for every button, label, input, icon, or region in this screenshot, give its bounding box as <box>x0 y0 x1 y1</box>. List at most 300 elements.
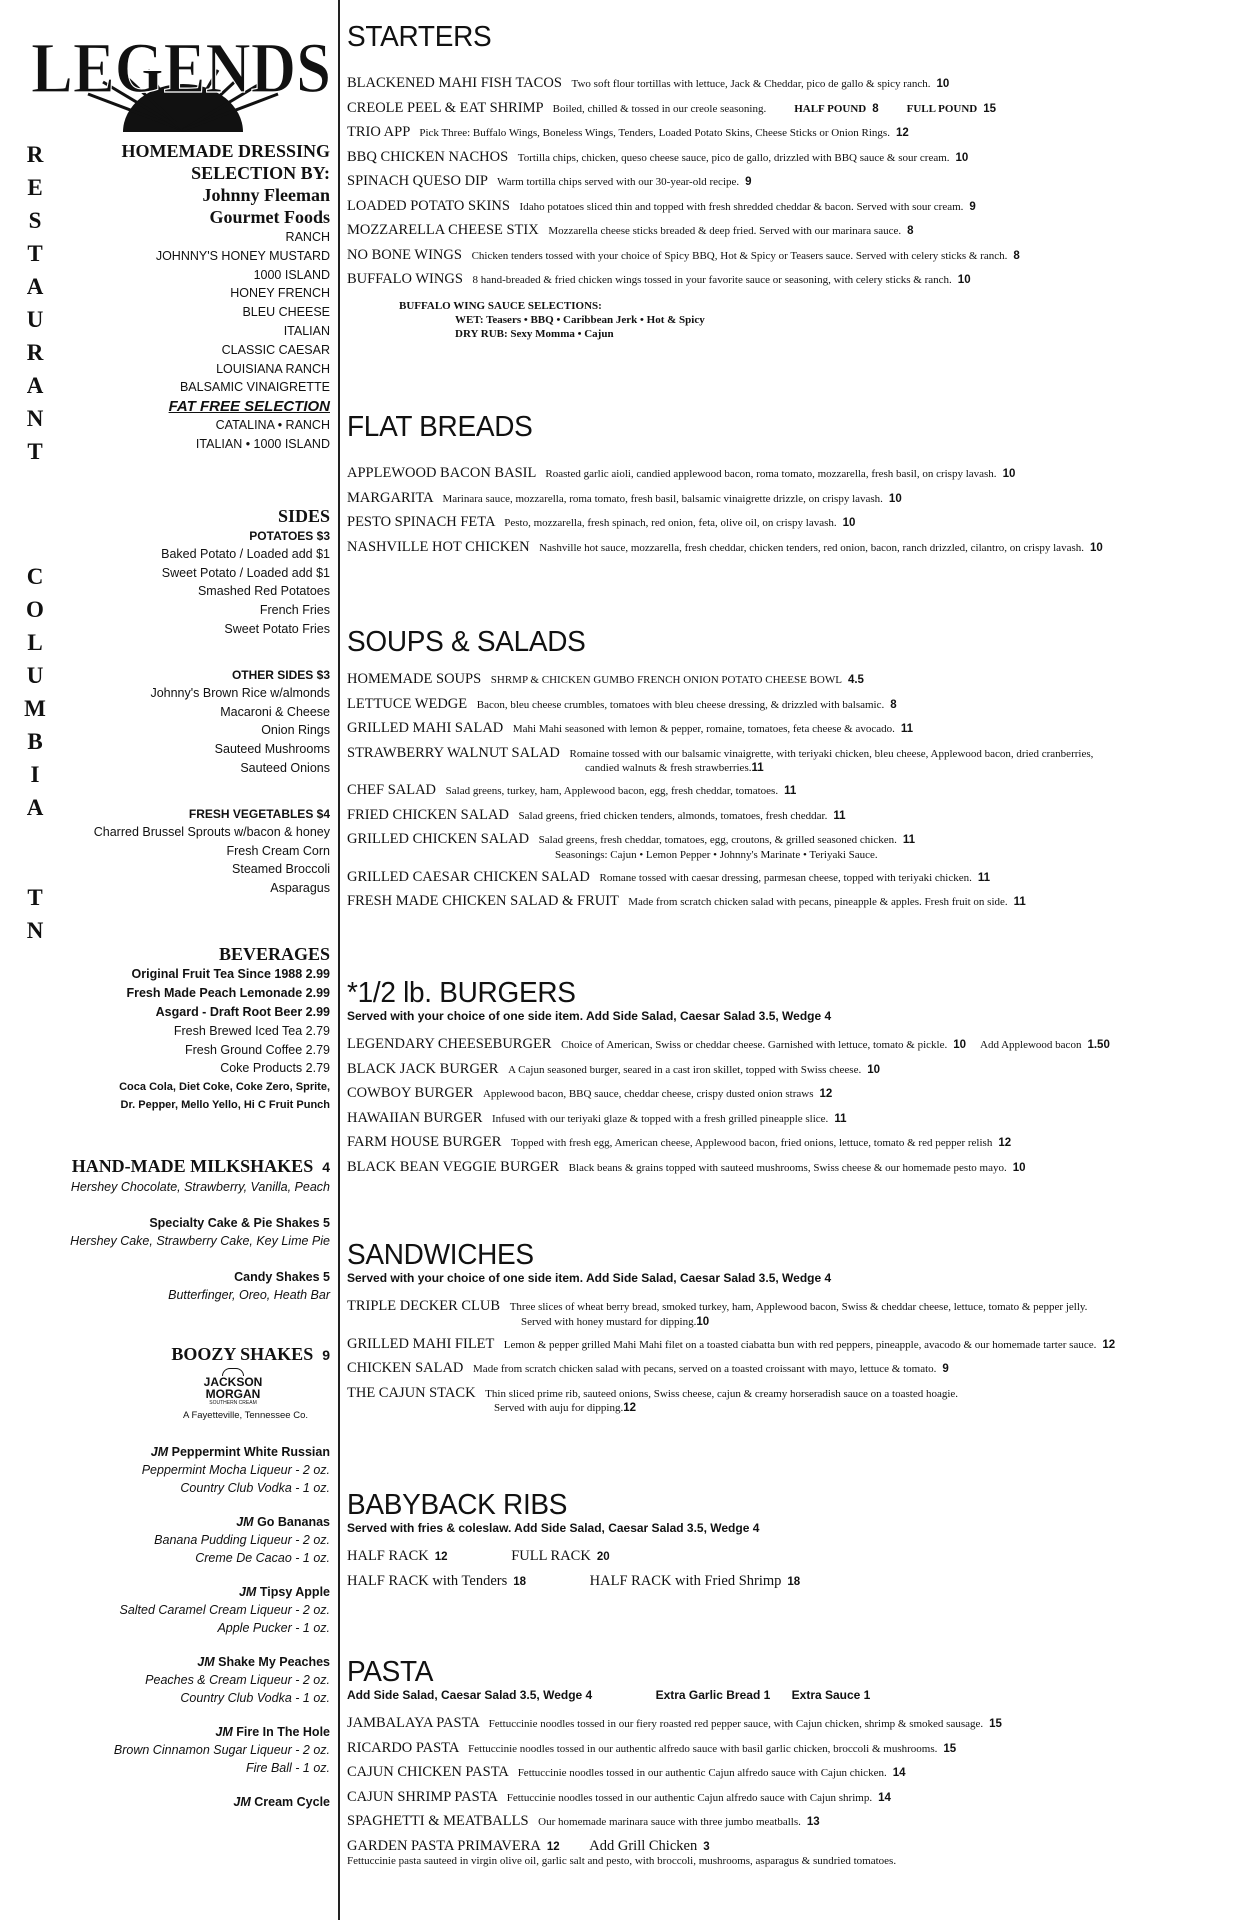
dressing-title-2: SELECTION BY: <box>191 163 330 183</box>
starters-title: STARTERS <box>347 20 492 53</box>
grill-chicken-addon: Add Grill Chicken <box>589 1837 698 1854</box>
boozy-shake <box>40 1513 330 1567</box>
vertical-letter: R <box>26 142 44 167</box>
menu-item <box>347 462 1227 487</box>
menu-item-desc: Topped with fresh egg, American cheese, Applewood bacon, fried onions, lettuce, tomato & red pepper relish <box>511 1137 993 1149</box>
half-pound-price: 8 <box>872 102 879 115</box>
menu-item-name: CAJUN CHICKEN PASTA <box>347 1764 509 1780</box>
side-item: Sauteed Onions <box>240 760 330 775</box>
menu-item <box>347 1810 1227 1835</box>
menu-item-desc: Chicken tenders tossed with your choice of Spicy BBQ, Hot & Spicy or Teasers sauce. Served with celery sticks & ranch. <box>471 249 1008 262</box>
boozy-shakes-list <box>40 1443 330 1811</box>
menu-item-price: 10 <box>1002 468 1016 480</box>
jackson-morgan-logo <box>188 1366 278 1406</box>
menu-item-price: 10 <box>696 1315 710 1328</box>
menu-item-desc: 8 hand-breaded & fried chicken wings tossed in your favorite sauce or seasoning, with celery sticks & ranch. <box>472 274 952 286</box>
menu-item <box>347 487 1227 512</box>
menu-item <box>347 219 1227 244</box>
menu-item <box>347 717 1227 742</box>
menu-item-name: NASHVILLE HOT CHICKEN <box>347 538 530 555</box>
vertical-letter: M <box>24 696 46 721</box>
flatbreads-section <box>347 412 1227 560</box>
boozy-liqueur-1: Salted Caramel Cream Liqueur - 2 oz. <box>119 1603 330 1618</box>
menu-item-price: 15 <box>943 1742 957 1755</box>
menu-item-desc: Boiled, chilled & tossed in our creole seasoning. <box>552 102 767 115</box>
vertical-letter: A <box>26 274 44 299</box>
menu-item <box>347 668 1227 693</box>
pasta-section <box>347 1657 1227 1868</box>
dressing-list <box>40 228 330 397</box>
menu-item-desc: Romane tossed with caesar dressing, parmesan cheese, topped with teriyaki chicken. <box>599 871 972 884</box>
menu-item-name: BLACK JACK BURGER <box>347 1060 499 1077</box>
boozy-liqueur-1: Banana Pudding Liqueur - 2 oz. <box>154 1533 330 1548</box>
boozy-liqueur-1: Peppermint Mocha Liqueur - 2 oz. <box>141 1463 330 1478</box>
vertical-letter: N <box>26 918 44 943</box>
logo-text: LEGENDS <box>31 28 331 108</box>
pasta-subtitle <box>347 1687 1227 1703</box>
menu-item <box>347 1786 1227 1811</box>
boozy-shake-name <box>40 1723 330 1741</box>
boozy-shake-name <box>40 1583 330 1601</box>
jm-prefix: JM <box>215 1725 233 1740</box>
menu-item-name: MOZZARELLA CHEESE STIX <box>347 222 539 238</box>
menu-item-desc: Romaine tossed with our balsamic vinaigrette, with teriyaki chicken, bleu cheese, Applewood bacon, dried cranberries, <box>569 747 1094 760</box>
side-item: Sweet Potato / Loaded add $1 <box>161 565 330 580</box>
menu-item-name: COWBOY BURGER <box>347 1085 474 1101</box>
boozy-title: BOOZY SHAKES <box>171 1344 314 1365</box>
menu-item-name: BLACK BEAN VEGGIE BURGER <box>347 1158 559 1175</box>
legends-logo <box>28 26 334 132</box>
ribs-row-2 <box>347 1570 1227 1595</box>
specialty-shakes-items: Hershey Cake, Strawberry Cake, Key Lime Pie <box>70 1234 330 1249</box>
boozy-shake-title: Tipsy Apple <box>259 1585 330 1600</box>
half-rack-shrimp-price: 18 <box>787 1575 801 1588</box>
menu-item <box>347 1033 1227 1058</box>
boozy-liqueur-2: Apple Pucker - 1 oz. <box>217 1621 330 1636</box>
pasta-list <box>347 1712 1227 1835</box>
menu-item-price: 11 <box>834 1112 847 1125</box>
menu-item-price: 11 <box>833 809 846 822</box>
menu-item-price: 9 <box>745 176 752 188</box>
dressing-item: RANCH <box>285 230 330 244</box>
side-item: Baked Potato / Loaded add $1 <box>161 546 330 561</box>
menu-item-desc: Made from scratch chicken salad with pecans, served on a toasted croissant with mayo, lettuce & tomato. <box>473 1363 937 1375</box>
dressing-section <box>40 140 330 454</box>
boozy-liqueur-2: Country Club Vodka - 1 oz. <box>180 1691 330 1706</box>
menu-item-desc: A Cajun seasoned burger, seared in a cast iron skillet, topped with Swiss cheese. <box>508 1063 862 1076</box>
menu-item-price: 11 <box>751 762 764 774</box>
wing-sauce-wet: WET: Teasers • BBQ • Caribbean Jerk • Hot & Spicy <box>455 313 705 326</box>
jm-prefix: JM <box>197 1655 215 1670</box>
flatbreads-list <box>347 462 1227 560</box>
sides-section <box>40 506 330 898</box>
menu-item-desc-cont-text: Served with auju for dipping. <box>494 1402 624 1414</box>
menu-item-name: CAJUN SHRIMP PASTA <box>347 1788 498 1805</box>
jm-prefix: JM <box>233 1795 251 1810</box>
burgers-subtitle: Served with your choice of one side item. Add Side Salad, Caesar Salad 3.5, Wedge 4 <box>347 1009 832 1023</box>
menu-item-name: STRAWBERRY WALNUT SALAD <box>347 744 560 761</box>
vertical-letter: B <box>27 729 43 754</box>
potato-list <box>40 545 330 639</box>
coke-products-1: Coca Cola, Diet Coke, Coke Zero, Sprite, <box>119 1081 330 1094</box>
boozy-shake-title: Fire In The Hole <box>236 1725 330 1740</box>
starters-section <box>347 22 1227 341</box>
vertical-letter: T <box>27 439 43 464</box>
menu-item-name: THE CAJUN STACK <box>347 1384 476 1401</box>
side-item: Sauteed Mushrooms <box>214 742 330 757</box>
menu-item-price: 12 <box>623 1402 637 1414</box>
beverages-section <box>40 944 330 1114</box>
dressing-item: 1000 ISLAND <box>253 267 330 282</box>
fresh-veg-title: FRESH VEGETABLES $4 <box>188 806 330 821</box>
beverage-item: Fresh Ground Coffee 2.79 <box>185 1042 330 1057</box>
menu-item <box>347 268 1227 293</box>
menu-item <box>347 866 1227 891</box>
menu-item-desc: Fettuccinie noodles tossed in our fiery roasted red pepper sauce, with Cajun chicken, shrimp & smoked sausage. <box>488 1718 984 1730</box>
vertical-letter: T <box>27 241 43 266</box>
menu-item <box>347 1156 1227 1181</box>
menu-item <box>347 804 1227 829</box>
menu-item <box>347 97 1227 122</box>
dressing-title-4: Gourmet Foods <box>209 207 330 227</box>
menu-item-desc: Two soft flour tortillas with lettuce, Jack & Cheddar, pico de gallo & spicy ranch. <box>571 78 931 90</box>
vertical-letter: A <box>26 373 44 398</box>
menu-item-desc: Fettuccinie noodles tossed in our authentic alfredo sauce with basil garlic chicken, broccoli & mushrooms. <box>468 1742 938 1755</box>
full-pound-price: 15 <box>983 102 997 115</box>
side-item: Fresh Cream Corn <box>226 843 330 858</box>
vertical-letter: U <box>26 663 44 688</box>
menu-item-name: HOMEMADE SOUPS <box>347 671 482 687</box>
pasta-sub-1: Add Side Salad, Caesar Salad 3.5, Wedge 4 <box>347 1688 593 1702</box>
menu-item-price: 12 <box>998 1137 1012 1149</box>
menu-item-name: BLACKENED MAHI FISH TACOS <box>347 75 562 91</box>
menu-item-price: 11 <box>900 723 914 735</box>
specialty-shakes: Specialty Cake & Pie Shakes 5 <box>149 1216 330 1231</box>
vertical-letter: O <box>26 597 44 622</box>
menu-item <box>347 1357 1227 1382</box>
menu-item-name: RICARDO PASTA <box>347 1739 459 1756</box>
menu-item-desc: Black beans & grains topped with sauteed mushrooms, Swiss cheese & our homemade pesto mayo. <box>568 1161 1007 1174</box>
boozy-liqueur-2: Country Club Vodka - 1 oz. <box>180 1481 330 1496</box>
beverage-item: Asgard - Draft Root Beer 2.99 <box>155 1004 330 1019</box>
boozy-shake <box>40 1583 330 1637</box>
side-item: Steamed Broccoli <box>232 862 330 877</box>
boozy-shake <box>40 1793 330 1811</box>
fat-free-line-2: ITALIAN • 1000 ISLAND <box>195 436 330 451</box>
menu-item-name: CHICKEN SALAD <box>347 1360 464 1376</box>
menu-item-name: FRESH MADE CHICKEN SALAD & FRUIT <box>347 893 619 909</box>
vertical-letter: U <box>26 307 44 332</box>
menu-item-price: 8 <box>890 698 897 711</box>
potatoes-title: POTATOES $3 <box>249 528 330 543</box>
menu-item-name: GRILLED MAHI FILET <box>347 1335 495 1352</box>
menu-item-name: CHEF SALAD <box>347 782 437 798</box>
dressing-title-1: HOMEMADE DRESSING <box>121 141 330 161</box>
menu-item <box>347 1333 1227 1358</box>
menu-item-desc: Fettuccinie noodles tossed in our authentic Cajun alfredo sauce with Cajun chicken. <box>517 1767 887 1779</box>
boozy-shake-name <box>40 1653 330 1671</box>
menu-item-price: 11 <box>902 834 916 846</box>
menu-item-desc: Salad greens, fresh cheddar, tomatoes, egg, croutons, & grilled seasoned chicken. <box>538 834 897 846</box>
dressing-item: BLEU CHEESE <box>242 305 330 320</box>
jm-brand-2: MORGAN <box>205 1387 261 1402</box>
menu-item-price: 10 <box>1089 541 1103 554</box>
menu-item-price: 9 <box>942 1363 949 1375</box>
menu-item-desc-cont-text: candied walnuts & fresh strawberries. <box>585 762 752 774</box>
beverage-item: Coke Products 2.79 <box>220 1061 330 1076</box>
side-item: Onion Rings <box>261 723 330 738</box>
menu-item-desc: Thin sliced prime rib, sauteed onions, Swiss cheese, cajun & creamy horseradish sauce on a toasted hoagie. <box>485 1387 959 1400</box>
sides-title: SIDES <box>277 505 330 526</box>
menu-item-name: FRIED CHICKEN SALAD <box>347 806 509 823</box>
menu-item-price: 10 <box>936 78 950 90</box>
menu-item-price: 8 <box>1013 249 1020 262</box>
sandwiches-list <box>347 1295 1227 1415</box>
vertical-letter: A <box>26 795 44 820</box>
starters-list <box>347 72 1227 293</box>
fat-free-line-1: CATALINA • RANCH <box>215 418 330 433</box>
menu-item <box>347 1712 1227 1737</box>
boozy-liqueur-2: Creme De Cacao - 1 oz. <box>195 1551 330 1566</box>
other-sides-title: OTHER SIDES $3 <box>231 667 330 682</box>
boozy-shake-title: Peppermint White Russian <box>171 1445 330 1460</box>
menu-item-desc: Idaho potatoes sliced thin and topped with fresh shredded cheddar & bacon. Served with sour cream. <box>519 200 964 213</box>
menu-item-price: 12 <box>1102 1338 1116 1351</box>
dressing-item: CLASSIC CAESAR <box>221 342 330 357</box>
dressing-item: HONEY FRENCH <box>230 286 330 301</box>
full-rack: FULL RACK <box>511 1548 591 1564</box>
menu-item <box>347 1737 1227 1762</box>
wing-sauce-dry: DRY RUB: Sexy Momma • Cajun <box>455 327 614 340</box>
menu-item-price: 10 <box>842 517 856 529</box>
menu-item-desc: Applewood bacon, BBQ sauce, cheddar cheese, crispy dusted onion straws <box>482 1088 814 1100</box>
ribs-subtitle: Served with fries & coleslaw. Add Side Salad, Caesar Salad 3.5, Wedge 4 <box>347 1521 760 1535</box>
menu-item <box>347 72 1227 97</box>
vertical-letter: C <box>26 564 44 589</box>
menu-item <box>347 170 1227 195</box>
menu-item-desc: Roasted garlic aioli, candied applewood bacon, roma tomato, mozzarella, fresh basil, on crispy lavash. <box>545 468 997 480</box>
menu-item-price: 10 <box>867 1063 881 1076</box>
menu-item-price: 11 <box>784 785 797 797</box>
column-divider <box>338 0 340 1920</box>
jm-brand-3: SOUTHERN CREAM <box>209 1400 257 1407</box>
menu-item <box>347 536 1227 561</box>
burgers-title: *1/2 lb. BURGERS <box>347 976 576 1009</box>
boozy-shake-name <box>40 1513 330 1531</box>
menu-item <box>347 779 1227 804</box>
menu-item-price: 14 <box>878 1791 891 1804</box>
sandwiches-subtitle: Served with your choice of one side item. Add Side Salad, Caesar Salad 3.5, Wedge 4 <box>347 1271 832 1285</box>
menu-item-desc: Pesto, mozzarella, fresh spinach, red onion, feta, olive oil, on crispy lavash. <box>504 517 837 529</box>
ribs-row-1 <box>347 1545 1227 1570</box>
menu-item-name: GRILLED CHICKEN SALAD <box>347 831 530 847</box>
menu-item-name: PESTO SPINACH FETA <box>347 514 495 530</box>
menu-item-desc: Bacon, bleu cheese crumbles, tomatoes with bleu cheese dressing, & drizzled with balsamic. <box>476 698 885 711</box>
boozy-liqueur-2: Fire Ball - 1 oz. <box>245 1761 330 1776</box>
full-rack-price: 20 <box>596 1551 610 1563</box>
menu-item-name: GRILLED MAHI SALAD <box>347 720 504 736</box>
menu-item-name: LETTUCE WEDGE <box>347 695 468 712</box>
menu-item-name: APPLEWOOD BACON BASIL <box>347 465 536 481</box>
menu-item-price: 10 <box>955 151 969 164</box>
wing-sauce-title: BUFFALO WING SAUCE SELECTIONS: <box>399 299 602 312</box>
grill-chicken-price: 3 <box>703 1840 710 1853</box>
menu-item <box>347 1082 1227 1107</box>
burgers-list <box>347 1033 1227 1180</box>
dressing-item: BALSAMIC VINAIGRETTE <box>179 380 330 395</box>
menu-item-name: SPINACH QUESO DIP <box>347 173 488 189</box>
menu-item <box>347 511 1227 536</box>
boozy-shake-title: Cream Cycle <box>254 1795 330 1810</box>
half-rack-shrimp: HALF RACK with Fried Shrimp <box>589 1572 782 1589</box>
bacon-addon: Add Applewood bacon <box>980 1039 1082 1051</box>
menu-item <box>347 890 1227 915</box>
beverage-item: Original Fruit Tea Since 1988 2.99 <box>131 966 330 981</box>
menu-item-desc: Pick Three: Buffalo Wings, Boneless Wings, Tenders, Loaded Potato Skins, Cheese Sticks or Onion Rings. <box>419 127 890 139</box>
half-pound-label: HALF POUND <box>794 102 867 115</box>
side-item: Macaroni & Cheese <box>220 704 330 719</box>
side-item: Smashed Red Potatoes <box>197 584 330 599</box>
menu-item-name: TRIPLE DECKER CLUB <box>347 1298 501 1314</box>
jm-prefix: JM <box>238 1585 257 1600</box>
boozy-shake <box>40 1723 330 1777</box>
menu-item-desc: Three slices of wheat berry bread, smoked turkey, ham, Applewood bacon, Swiss & cheddar cheese, lettuce, tomato & pepper jelly. <box>509 1301 1088 1313</box>
boozy-shake-title: Go Bananas <box>257 1515 330 1530</box>
primavera-desc: Fettuccinie pasta sauteed in virgin olive oil, garlic salt and pesto, with broccoli, mushrooms, asparagus & sundried tomatoes. <box>347 1855 897 1867</box>
flatbreads-title: FLAT BREADS <box>347 410 533 443</box>
milkshakes-section <box>40 1156 330 1304</box>
boozy-liqueur-1: Brown Cinnamon Sugar Liqueur - 2 oz. <box>113 1743 330 1758</box>
menu-item-desc: Salad greens, fried chicken tenders, almonds, tomatoes, fresh cheddar. <box>518 809 828 822</box>
sandwiches-section <box>347 1240 1227 1419</box>
menu-item <box>347 244 1227 269</box>
fresh-veg-list <box>40 823 330 898</box>
beverage-item: Fresh Made Peach Lemonade 2.99 <box>126 985 330 1000</box>
burgers-section <box>347 978 1227 1180</box>
menu-item <box>347 121 1227 146</box>
boozy-shake-name <box>40 1443 330 1461</box>
menu-item <box>347 1761 1227 1786</box>
menu-item-desc: Infused with our teriyaki glaze & topped with a fresh grilled pineapple slice. <box>492 1112 829 1125</box>
menu-item-price: 12 <box>895 127 909 139</box>
menu-item-desc: Marinara sauce, mozzarella, roma tomato, fresh basil, balsamic vinaigrette drizzle, on crispy lavash. <box>442 492 883 505</box>
menu-item-price: 11 <box>977 871 991 884</box>
side-item: French Fries <box>259 603 330 618</box>
vertical-letter: S <box>28 208 42 233</box>
menu-item-name: BUFFALO WINGS <box>347 271 463 287</box>
beverages-list <box>40 1022 330 1079</box>
jm-prefix: JM <box>236 1515 254 1530</box>
boozy-section <box>40 1344 330 1811</box>
soups-section <box>347 627 1227 915</box>
menu-item-name: FARM HOUSE BURGER <box>347 1134 502 1150</box>
menu-item-price: 13 <box>806 1816 820 1828</box>
pasta-sub-2: Extra Garlic Bread 1 <box>655 1688 771 1702</box>
primavera-price: 12 <box>546 1840 560 1853</box>
candy-shakes: Candy Shakes 5 <box>234 1270 330 1285</box>
menu-item-desc: Fettuccinie noodles tossed in our authentic Cajun alfredo sauce with Cajun shrimp. <box>506 1791 873 1804</box>
ribs-section <box>347 1490 1227 1594</box>
menu-item-name: GRILLED CAESAR CHICKEN SALAD <box>347 868 590 885</box>
menu-item-desc: Choice of American, Swiss or cheddar cheese. Garnished with lettuce, tomato & pickle. <box>561 1039 948 1051</box>
boozy-liqueur-1: Peaches & Cream Liqueur - 2 oz. <box>145 1673 330 1688</box>
menu-item-name: JAMBALAYA PASTA <box>347 1715 479 1731</box>
menu-item-name: LEGENDARY CHEESEBURGER <box>347 1036 552 1052</box>
menu-item-desc: Salad greens, turkey, ham, Applewood bacon, egg, fresh cheddar, tomatoes. <box>445 785 779 797</box>
menu-item-price: 10 <box>1012 1161 1026 1174</box>
dressing-item: ITALIAN <box>283 323 330 338</box>
beverages-title: BEVERAGES <box>218 943 330 964</box>
sandwiches-title: SANDWICHES <box>347 1238 534 1271</box>
menu-item-desc: Made from scratch chicken salad with pecans, pineapple & apples. Fresh fruit on side. <box>628 896 1008 908</box>
menu-item-name: BBQ CHICKEN NACHOS <box>347 148 509 165</box>
primavera-name: GARDEN PASTA PRIMAVERA <box>347 1837 541 1854</box>
fat-free-title: FAT FREE SELECTION <box>168 398 330 416</box>
menu-item-name: HAWAIIAN BURGER <box>347 1109 483 1126</box>
menu-item-price: 10 <box>953 1039 967 1051</box>
vertical-letter: E <box>27 175 43 200</box>
dressing-title-3: Johnny Fleeman <box>202 185 330 205</box>
dressing-item: LOUISIANA RANCH <box>216 361 330 376</box>
left-column <box>40 140 330 1827</box>
menu-item <box>347 1058 1227 1083</box>
boozy-shake-name <box>40 1793 330 1811</box>
menu-item <box>347 146 1227 171</box>
full-pound-label: FULL POUND <box>906 102 978 115</box>
menu-item-price: 11 <box>1013 896 1026 908</box>
wing-sauce-box <box>347 299 1227 341</box>
half-rack-tenders-price: 18 <box>513 1575 527 1588</box>
half-rack-tenders: HALF RACK with Tenders <box>347 1572 508 1589</box>
milkshakes-price: 4 <box>322 1159 330 1176</box>
soups-title: SOUPS & SALADS <box>347 625 586 658</box>
menu-item-price: 12 <box>819 1088 833 1100</box>
menu-item-name: CREOLE PEEL & EAT SHRIMP <box>347 99 544 116</box>
dressing-item: JOHNNY'S HONEY MUSTARD <box>155 248 330 263</box>
menu-item <box>347 693 1227 718</box>
menu-item-desc: Mozzarella cheese sticks breaded & deep fried. Served with our marinara sauce. <box>548 225 902 237</box>
boozy-price: 9 <box>322 1347 330 1364</box>
side-item: Asparagus <box>270 881 330 896</box>
menu-item-desc: Mahi Mahi seasoned with lemon & pepper, romaine, tomatoes, feta cheese & avocado. <box>512 723 895 735</box>
menu-item-desc: Warm tortilla chips served with our 30-year-old recipe. <box>497 176 740 188</box>
menu-item-name: NO BONE WINGS <box>347 246 462 263</box>
soups-list <box>347 668 1227 915</box>
menu-item-desc: Lemon & pepper grilled Mahi Mahi filet on a toasted ciabatta bun with red peppers, pineapple, avacodo & our homemade tarter sauce. <box>503 1338 1097 1351</box>
side-item: Charred Brussel Sprouts w/bacon & honey <box>93 824 330 839</box>
menu-item-price: 10 <box>888 492 902 505</box>
vertical-letter: R <box>26 340 44 365</box>
menu-item-price: 10 <box>957 274 971 286</box>
menu-item <box>347 195 1227 220</box>
vertical-letter: I <box>30 762 40 787</box>
menu-item-desc: SHRMP & CHICKEN GUMBO FRENCH ONION POTATO CHEESE BOWL <box>490 674 842 686</box>
ribs-title: BABYBACK RIBS <box>347 1488 568 1521</box>
beverages-bold-list <box>40 965 330 1022</box>
menu-item-price: 14 <box>892 1767 906 1779</box>
menu-item-desc: Tortilla chips, chicken, queso cheese sauce, pico de gallo, drizzled with BBQ sauce & sour cream. <box>517 151 950 164</box>
jm-prefix: JM <box>150 1445 169 1460</box>
bacon-addon-price: 1.50 <box>1087 1039 1110 1051</box>
vertical-letter: N <box>26 406 44 431</box>
menu-item-name: LOADED POTATO SKINS <box>347 197 510 214</box>
menu-item-name: TRIO APP <box>347 124 410 140</box>
menu-item-price: 9 <box>969 200 976 213</box>
beverage-item: Fresh Brewed Iced Tea 2.79 <box>173 1023 330 1038</box>
menu-item-name: SPAGHETTI & MEATBALLS <box>347 1813 529 1829</box>
boozy-shake-title: Shake My Peaches <box>218 1655 330 1670</box>
candy-shakes-items: Butterfinger, Oreo, Heath Bar <box>168 1288 330 1303</box>
